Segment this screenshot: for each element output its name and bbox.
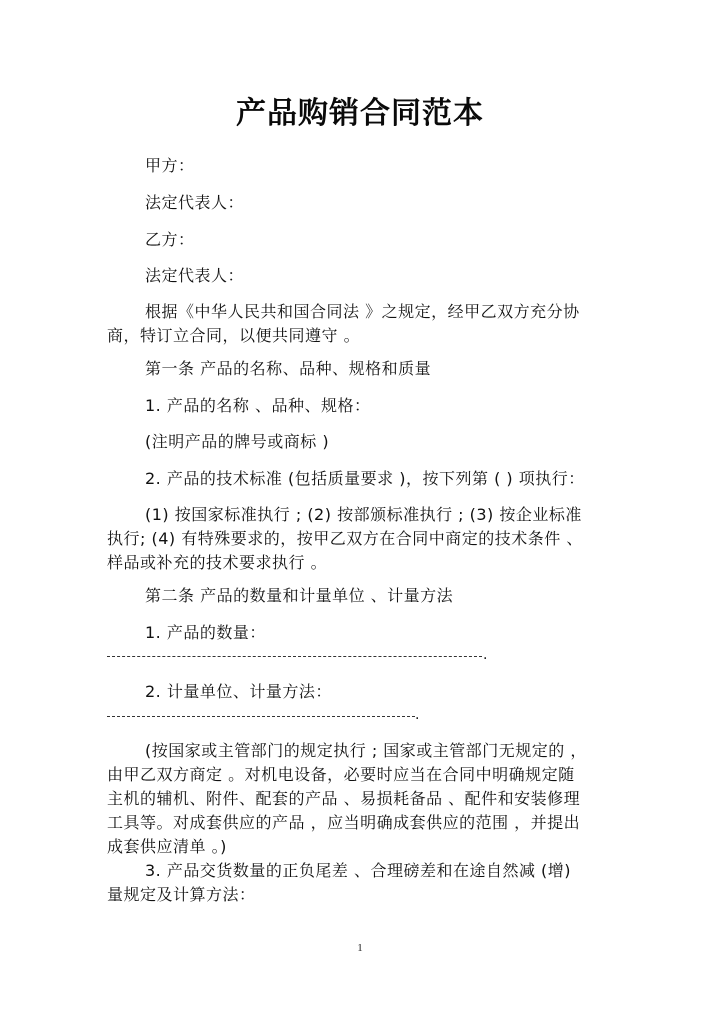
article-1-item-2: 2. 产品的技术标准 (包括质量要求 )，按下列第 ( ) 项执行： <box>145 469 585 488</box>
unit-method-blank-end: . <box>415 707 420 723</box>
article-2-heading: 第二条 产品的数量和计量单位 、计量方法 <box>145 586 454 605</box>
document-title: 产品购销合同范本 <box>236 96 484 131</box>
quantity-blank-end: . <box>483 647 488 663</box>
article-2-item-1: 1. 产品的数量： <box>145 623 266 642</box>
party-a-label: 甲方： <box>145 156 195 175</box>
party-b-representative-label: 法定代表人： <box>145 266 245 285</box>
article-2-item-2: 2. 计量单位、计量方法： <box>145 682 332 701</box>
preamble-paragraph: 根据《中华人民共和国合同法 》之规定，经甲乙双方充分协商，特订立合同，以便共同遵守 。 <box>107 302 580 345</box>
page-number: 1 <box>357 942 363 954</box>
quantity-blank-line <box>107 655 482 657</box>
party-b-label: 乙方： <box>145 230 195 249</box>
article-1-item-2-options: (1) 按国家标准执行 ; (2) 按部颁标准执行 ; (3) 按企业标准执行; (4) 有特殊要求的，按甲乙双方在合同中商定的技术条件 、样品或补充的技术要求执行 。 <box>107 505 583 572</box>
article-2-note-paragraph: (按国家或主管部门的规定执行 ; 国家或主管部门无规定的 ，由甲乙双方商定 。对机电设备，必要时应当在合同中明确规定随主机的辅机、附件、配套的产品 、易损耗备品 、配件和安装修理工具等。对成套供应的产品 ，应当明确成套供应的范围 ，并提出成套供应清单 。) <box>107 741 587 856</box>
article-2-item-3: 3. 产品交货数量的正负尾差 、合理磅差和在途自然减 (增) 量规定及计算方法： <box>107 861 572 904</box>
article-1-item-1: 1. 产品的名称 、品种、规格： <box>145 396 371 415</box>
article-1-item-1-note: (注明产品的牌号或商标 ) <box>145 432 330 451</box>
unit-method-blank-line <box>107 715 415 717</box>
article-1-heading: 第一条 产品的名称、品种、规格和质量 <box>145 359 432 378</box>
party-a-representative-label: 法定代表人： <box>145 193 245 212</box>
